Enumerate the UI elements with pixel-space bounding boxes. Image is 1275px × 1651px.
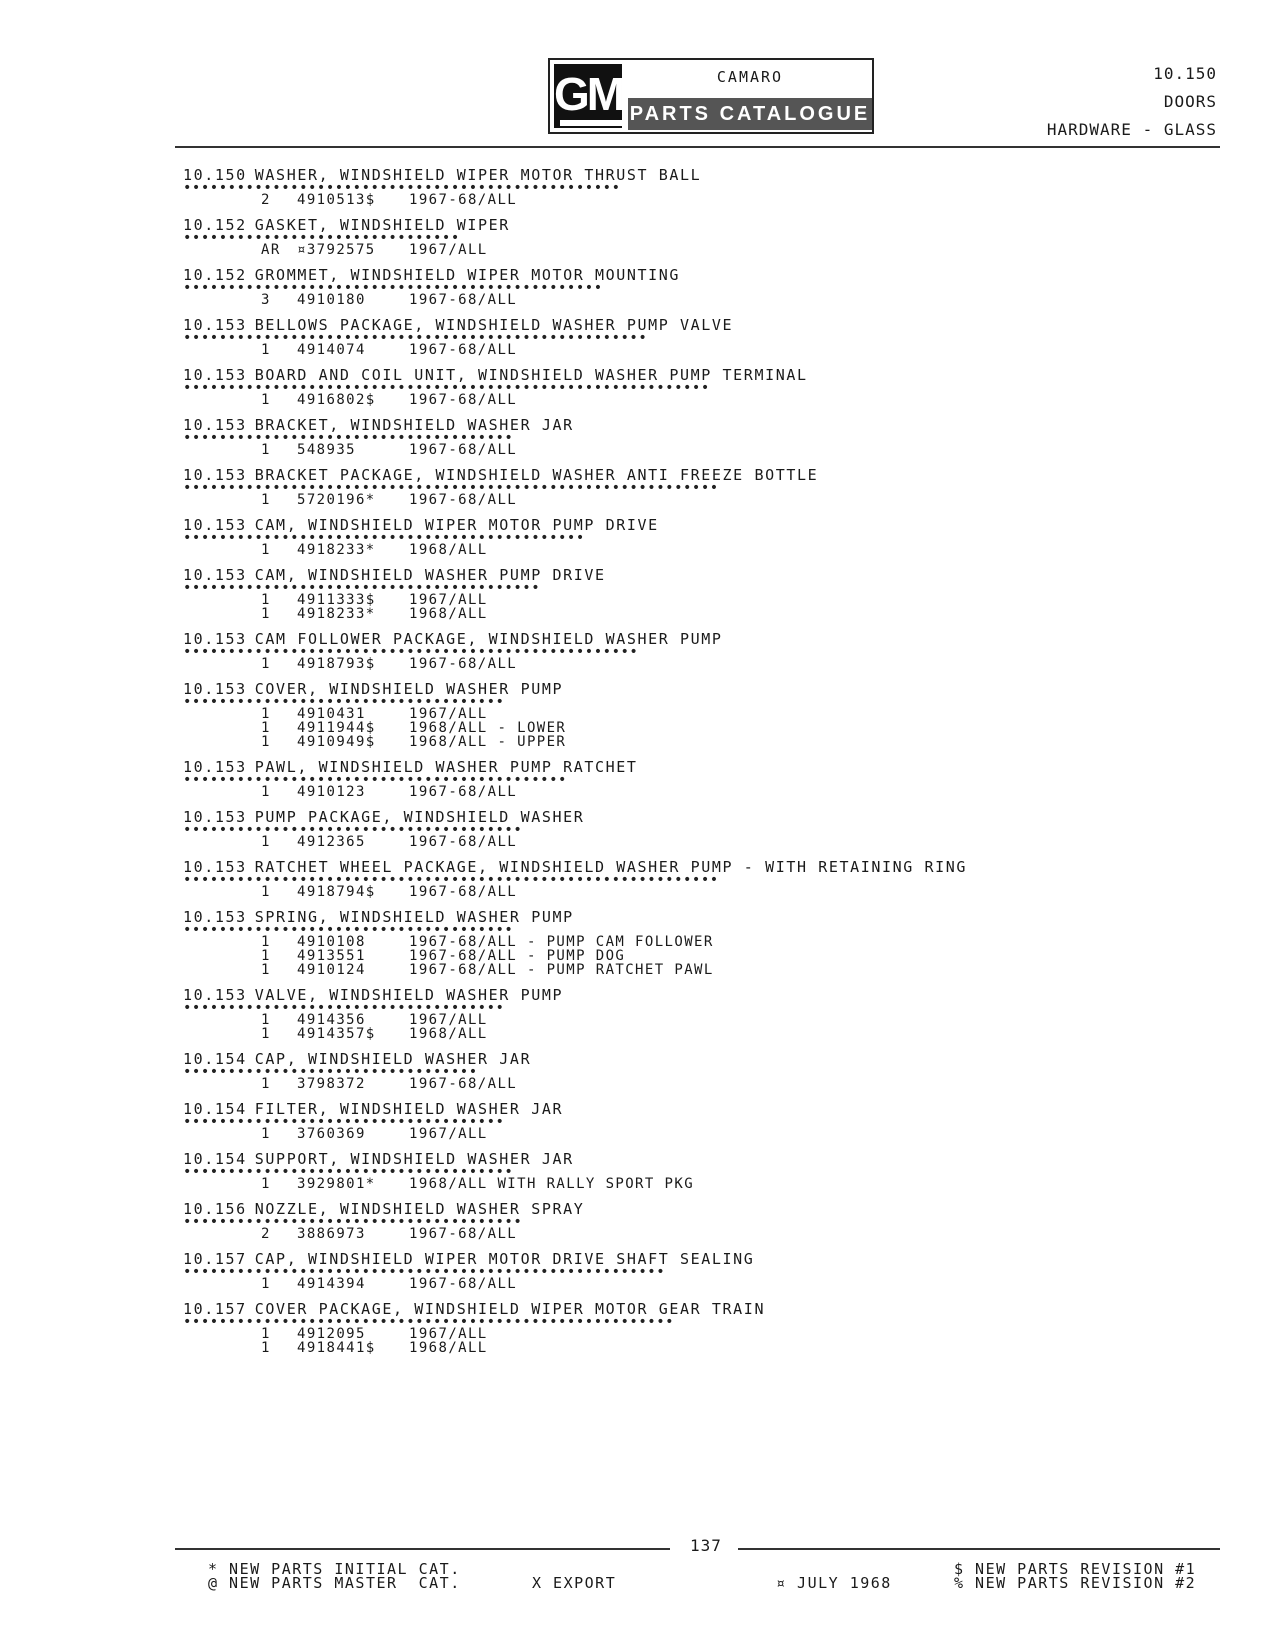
part-row xyxy=(183,785,1243,799)
part-entry-title xyxy=(183,216,1243,234)
part-name: COVER, WINDSHIELD WASHER PUMP xyxy=(254,680,564,698)
quantity: 1 xyxy=(261,342,271,358)
reference-number: 10.153 xyxy=(183,808,247,826)
part-name: BELLOWS PACKAGE, WINDSHIELD WASHER PUMP VALVE xyxy=(254,316,734,334)
part-entry xyxy=(183,808,1243,849)
part-number: 4911333$ xyxy=(297,592,376,608)
part-number: ¤3792575 xyxy=(297,242,376,258)
part-row xyxy=(183,543,1243,557)
quantity: 1 xyxy=(261,492,271,508)
part-entry xyxy=(183,1050,1243,1091)
part-number: 4911944$ xyxy=(297,720,376,736)
model-years: 1967-68/ALL xyxy=(409,192,518,208)
model-years: 1967-68/ALL xyxy=(409,1276,518,1292)
model-years: 1967/ALL xyxy=(409,1126,488,1142)
part-name: CAM, WINDSHIELD WIPER MOTOR PUMP DRIVE xyxy=(254,516,659,534)
part-number: 4914394 xyxy=(297,1276,366,1292)
part-entry xyxy=(183,1300,1243,1355)
part-entry-title xyxy=(183,758,1243,776)
dot-leader: •••••••••••••••••••••••••••••••••••• xyxy=(183,698,505,707)
quantity: 1 xyxy=(261,948,271,964)
model-years: 1967-68/ALL xyxy=(409,784,518,800)
quantity: 1 xyxy=(261,720,271,736)
part-number: 3929801* xyxy=(297,1176,376,1192)
dot-leader: ••••••••••••••••••••••••••••••••••••••••••••••••••••••• xyxy=(183,1318,675,1327)
part-name: COVER PACKAGE, WINDSHIELD WIPER MOTOR GEAR TRAIN xyxy=(254,1300,766,1318)
part-row xyxy=(183,885,1243,899)
quantity: 1 xyxy=(261,1276,271,1292)
part-row xyxy=(183,1013,1243,1027)
part-entry-title xyxy=(183,808,1243,826)
legend-export: X EXPORT xyxy=(532,1574,617,1592)
part-name: BRACKET, WINDSHIELD WASHER JAR xyxy=(254,416,574,434)
legend-revision-1: $ NEW PARTS REVISION #1 xyxy=(954,1560,1197,1578)
quantity: 3 xyxy=(261,292,271,308)
part-entry-title xyxy=(183,166,1243,184)
quantity: 1 xyxy=(261,1326,271,1342)
model-years: 1967-68/ALL xyxy=(409,342,518,358)
part-row xyxy=(183,593,1243,607)
model-years: 1967-68/ALL xyxy=(409,834,518,850)
dot-leader: ••••••••••••••••••••••••••••••••••••••••••••••••••• xyxy=(183,648,639,657)
model-years: 1968/ALL - UPPER xyxy=(409,734,567,750)
part-row xyxy=(183,1127,1243,1141)
quantity: 1 xyxy=(261,934,271,950)
part-entry xyxy=(183,1100,1243,1141)
part-entry xyxy=(183,758,1243,799)
model-years: 1967/ALL xyxy=(409,1326,488,1342)
part-entry-title xyxy=(183,316,1243,334)
part-entry xyxy=(183,416,1243,457)
part-number: 3798372 xyxy=(297,1076,366,1092)
part-number: 4918441$ xyxy=(297,1340,376,1356)
quantity: 1 xyxy=(261,442,271,458)
model-years: 1968/ALL WITH RALLY SPORT PKG xyxy=(409,1176,695,1192)
reference-number: 10.153 xyxy=(183,986,247,1004)
reference-number: 10.156 xyxy=(183,1200,247,1218)
part-entry-title xyxy=(183,1050,1243,1068)
dot-leader: •••••••••••••••••••••••••••••••••••••••• xyxy=(183,584,541,593)
part-name: CAP, WINDSHIELD WIPER MOTOR DRIVE SHAFT SEALING xyxy=(254,1250,755,1268)
page-number: 137 xyxy=(690,1536,722,1555)
part-row xyxy=(183,949,1243,963)
quantity: 1 xyxy=(261,1340,271,1356)
reference-number: 10.153 xyxy=(183,516,247,534)
part-entry xyxy=(183,858,1243,899)
quantity: 1 xyxy=(261,962,271,978)
part-name: CAM FOLLOWER PACKAGE, WINDSHIELD WASHER PUMP xyxy=(254,630,723,648)
part-row xyxy=(183,1227,1243,1241)
part-entry-title xyxy=(183,466,1243,484)
part-name: CAM, WINDSHIELD WASHER PUMP DRIVE xyxy=(254,566,606,584)
part-number: 4910108 xyxy=(297,934,366,950)
part-entry-title xyxy=(183,366,1243,384)
part-row xyxy=(183,735,1243,749)
part-entry-title xyxy=(183,986,1243,1004)
quantity: 1 xyxy=(261,1026,271,1042)
part-number: 4918794$ xyxy=(297,884,376,900)
model-years: 1967-68/ALL xyxy=(409,492,518,508)
quantity: 1 xyxy=(261,392,271,408)
dot-leader: •••••••••••••••••••••••••••••••••••••••••••••••••••••••••••• xyxy=(183,876,719,885)
part-number: 4910124 xyxy=(297,962,366,978)
part-row xyxy=(183,493,1243,507)
reference-number: 10.153 xyxy=(183,630,247,648)
reference-number: 10.153 xyxy=(183,366,247,384)
reference-number: 10.153 xyxy=(183,908,247,926)
part-row xyxy=(183,1077,1243,1091)
quantity: 1 xyxy=(261,606,271,622)
reference-number: 10.154 xyxy=(183,1150,247,1168)
reference-number: 10.154 xyxy=(183,1100,247,1118)
model-years: 1968/ALL xyxy=(409,1026,488,1042)
model-years: 1967-68/ALL xyxy=(409,292,518,308)
part-entry xyxy=(183,166,1243,207)
part-row xyxy=(183,193,1243,207)
part-row xyxy=(183,707,1243,721)
part-number: 5720196* xyxy=(297,492,376,508)
part-entry-title xyxy=(183,566,1243,584)
dot-leader: •••••••••••••••••••••••••••••••••••••••••••••••••••• xyxy=(183,334,648,343)
part-row xyxy=(183,1277,1243,1291)
dot-leader: •••••••••••••••••••••••••••••••••••••••••••••••••••••••••••• xyxy=(183,484,719,493)
part-number: 4918233* xyxy=(297,606,376,622)
part-row xyxy=(183,1327,1243,1341)
model-years: 1967/ALL xyxy=(409,1012,488,1028)
reference-number: 10.153 xyxy=(183,466,247,484)
part-number: 548935 xyxy=(297,442,356,458)
part-row xyxy=(183,243,1243,257)
model-years: 1968/ALL - LOWER xyxy=(409,720,567,736)
part-entry-title xyxy=(183,680,1243,698)
part-entry xyxy=(183,630,1243,671)
part-name: VALVE, WINDSHIELD WASHER PUMP xyxy=(254,986,564,1004)
gm-parts-catalogue-logo xyxy=(548,58,874,134)
dot-leader: •••••••••••••••••••••••••••••••••••••••••••••••••••••• xyxy=(183,1268,666,1277)
part-name: PUMP PACKAGE, WINDSHIELD WASHER xyxy=(254,808,585,826)
part-name: PAWL, WINDSHIELD WASHER PUMP RATCHET xyxy=(254,758,638,776)
part-number: 4916802$ xyxy=(297,392,376,408)
dot-leader: ••••••••••••••••••••••••••••••••• xyxy=(183,1068,478,1077)
dot-leader: ••••••••••••••••••••••••••••••••••••• xyxy=(183,926,514,935)
model-years: 1967-68/ALL xyxy=(409,1226,518,1242)
part-number: 4912095 xyxy=(297,1326,366,1342)
quantity: 2 xyxy=(261,192,271,208)
dot-leader: ••••••••••••••••••••••••••••••••••••••••••••• xyxy=(183,534,585,543)
part-entry xyxy=(183,1200,1243,1241)
part-number: 3886973 xyxy=(297,1226,366,1242)
part-entry-title xyxy=(183,1200,1243,1218)
quantity: 1 xyxy=(261,784,271,800)
model-years: 1968/ALL xyxy=(409,1340,488,1356)
part-entry xyxy=(183,266,1243,307)
part-entry-title xyxy=(183,416,1243,434)
quantity: 1 xyxy=(261,1126,271,1142)
part-entry xyxy=(183,1150,1243,1191)
dot-leader: •••••••••••••••••••••••••••••••••••••• xyxy=(183,1218,523,1227)
gm-logo: GM xyxy=(554,64,622,128)
part-name: CAP, WINDSHIELD WASHER JAR xyxy=(254,1050,532,1068)
part-entry-title xyxy=(183,1100,1243,1118)
part-name: FILTER, WINDSHIELD WASHER JAR xyxy=(254,1100,564,1118)
model-years: 1968/ALL xyxy=(409,542,488,558)
reference-number: 10.154 xyxy=(183,1050,247,1068)
model-years: 1967-68/ALL xyxy=(409,442,518,458)
model-years: 1967-68/ALL - PUMP CAM FOLLOWER xyxy=(409,934,714,950)
model-years: 1967-68/ALL xyxy=(409,884,518,900)
quantity: 1 xyxy=(261,542,271,558)
dot-leader: ••••••••••••••••••••••••••••••••••••••••••••••••••••••••••• xyxy=(183,384,710,393)
part-row xyxy=(183,721,1243,735)
model-years: 1967-68/ALL xyxy=(409,1076,518,1092)
model-years: 1968/ALL xyxy=(409,606,488,622)
part-name: WASHER, WINDSHIELD WIPER MOTOR THRUST BALL xyxy=(254,166,702,184)
part-entry xyxy=(183,366,1243,407)
part-row xyxy=(183,1177,1243,1191)
reference-number: 10.153 xyxy=(183,416,247,434)
catalogue-banner: PARTS CATALOGUE xyxy=(628,98,872,130)
dot-leader: ••••••••••••••••••••••••••••••••••••••••••• xyxy=(183,776,567,785)
part-row xyxy=(183,293,1243,307)
part-entry xyxy=(183,908,1243,977)
part-row xyxy=(183,393,1243,407)
part-entry-title xyxy=(183,1300,1243,1318)
part-row xyxy=(183,935,1243,949)
model-years: 1967-68/ALL - PUMP DOG xyxy=(409,948,626,964)
part-entry xyxy=(183,680,1243,749)
part-name: GROMMET, WINDSHIELD WIPER MOTOR MOUNTING xyxy=(254,266,681,284)
model-years: 1967/ALL xyxy=(409,242,488,258)
legend-date: ¤ JULY 1968 xyxy=(776,1574,892,1592)
part-entry-title xyxy=(183,1250,1243,1268)
part-number: 4914356 xyxy=(297,1012,366,1028)
header-rule xyxy=(175,146,1220,148)
part-entry xyxy=(183,316,1243,357)
part-row xyxy=(183,963,1243,977)
part-number: 4910949$ xyxy=(297,734,376,750)
quantity: 1 xyxy=(261,1012,271,1028)
quantity: 1 xyxy=(261,884,271,900)
reference-number: 10.152 xyxy=(183,216,247,234)
part-entry xyxy=(183,1250,1243,1291)
model-years: 1967-68/ALL xyxy=(409,656,518,672)
part-row xyxy=(183,1341,1243,1355)
quantity: 1 xyxy=(261,1176,271,1192)
legend-initial: * NEW PARTS INITIAL CAT. xyxy=(208,1560,461,1578)
dot-leader: •••••••••••••••••••••••••••••••••••• xyxy=(183,1118,505,1127)
group-name: DOORS xyxy=(1163,92,1217,111)
part-number: 4918793$ xyxy=(297,656,376,672)
quantity: 1 xyxy=(261,706,271,722)
subgroup-name: HARDWARE - GLASS xyxy=(1046,120,1217,139)
dot-leader: ••••••••••••••••••••••••••••••••••••••••••••••••• xyxy=(183,184,621,193)
part-entry-title xyxy=(183,266,1243,284)
reference-number: 10.157 xyxy=(183,1300,247,1318)
part-entry-title xyxy=(183,1150,1243,1168)
footer-rule-left xyxy=(175,1548,670,1550)
model-years: 1967-68/ALL xyxy=(409,392,518,408)
quantity: 1 xyxy=(261,592,271,608)
dot-leader: ••••••••••••••••••••••••••••••••••••• xyxy=(183,434,514,443)
model-years: 1967/ALL xyxy=(409,592,488,608)
part-number: 4912365 xyxy=(297,834,366,850)
part-name: BRACKET PACKAGE, WINDSHIELD WASHER ANTI FREEZE BOTTLE xyxy=(254,466,819,484)
part-row xyxy=(183,607,1243,621)
reference-number: 10.153 xyxy=(183,680,247,698)
part-row xyxy=(183,343,1243,357)
reference-number: 10.153 xyxy=(183,858,247,876)
part-entry-title xyxy=(183,516,1243,534)
footer-rule-right xyxy=(738,1548,1220,1550)
part-number: 4914074 xyxy=(297,342,366,358)
dot-leader: ••••••••••••••••••••••••••••••• xyxy=(183,234,460,243)
quantity: 1 xyxy=(261,834,271,850)
part-row xyxy=(183,835,1243,849)
part-row xyxy=(183,443,1243,457)
reference-number: 10.152 xyxy=(183,266,247,284)
part-row xyxy=(183,1027,1243,1041)
part-number: 3760369 xyxy=(297,1126,366,1142)
part-number: 4910431 xyxy=(297,706,366,722)
quantity: 2 xyxy=(261,1226,271,1242)
legend-master: @ NEW PARTS MASTER CAT. xyxy=(208,1574,461,1592)
part-entry xyxy=(183,516,1243,557)
reference-number: 10.150 xyxy=(183,166,247,184)
part-entry-title xyxy=(183,908,1243,926)
part-row xyxy=(183,657,1243,671)
model-years: 1967-68/ALL - PUMP RATCHET PAWL xyxy=(409,962,714,978)
part-number: 4910123 xyxy=(297,784,366,800)
part-entry xyxy=(183,216,1243,257)
part-name: SUPPORT, WINDSHIELD WASHER JAR xyxy=(254,1150,574,1168)
quantity: 1 xyxy=(261,656,271,672)
part-number: 4913551 xyxy=(297,948,366,964)
part-entry xyxy=(183,566,1243,621)
part-number: 4914357$ xyxy=(297,1026,376,1042)
part-entry-title xyxy=(183,630,1243,648)
part-name: BOARD AND COIL UNIT, WINDSHIELD WASHER PUMP TERMINAL xyxy=(254,366,808,384)
quantity: AR xyxy=(261,242,281,258)
model-name: CAMARO xyxy=(716,68,784,86)
part-number: 4910180 xyxy=(297,292,366,308)
dot-leader: •••••••••••••••••••••••••••••••••••• xyxy=(183,1004,505,1013)
part-entry-title xyxy=(183,858,1243,876)
part-entry xyxy=(183,466,1243,507)
part-name: GASKET, WINDSHIELD WIPER xyxy=(254,216,510,234)
section-number: 10.150 xyxy=(1153,64,1217,83)
part-name: NOZZLE, WINDSHIELD WASHER SPRAY xyxy=(254,1200,585,1218)
part-number: 4918233* xyxy=(297,542,376,558)
reference-number: 10.153 xyxy=(183,758,247,776)
legend-revision-2: % NEW PARTS REVISION #2 xyxy=(954,1574,1197,1592)
reference-number: 10.157 xyxy=(183,1250,247,1268)
dot-leader: •••••••••••••••••••••••••••••••••••••• xyxy=(183,826,523,835)
dot-leader: ••••••••••••••••••••••••••••••••••••• xyxy=(183,1168,514,1177)
reference-number: 10.153 xyxy=(183,316,247,334)
part-number: 4910513$ xyxy=(297,192,376,208)
quantity: 1 xyxy=(261,1076,271,1092)
quantity: 1 xyxy=(261,734,271,750)
model-years: 1967/ALL xyxy=(409,706,488,722)
part-name: RATCHET WHEEL PACKAGE, WINDSHIELD WASHER PUMP - WITH RETAINING RING xyxy=(254,858,968,876)
reference-number: 10.153 xyxy=(183,566,247,584)
part-entry xyxy=(183,986,1243,1041)
dot-leader: ••••••••••••••••••••••••••••••••••••••••••••••• xyxy=(183,284,603,293)
part-name: SPRING, WINDSHIELD WASHER PUMP xyxy=(254,908,574,926)
parts-list xyxy=(183,166,1243,1364)
